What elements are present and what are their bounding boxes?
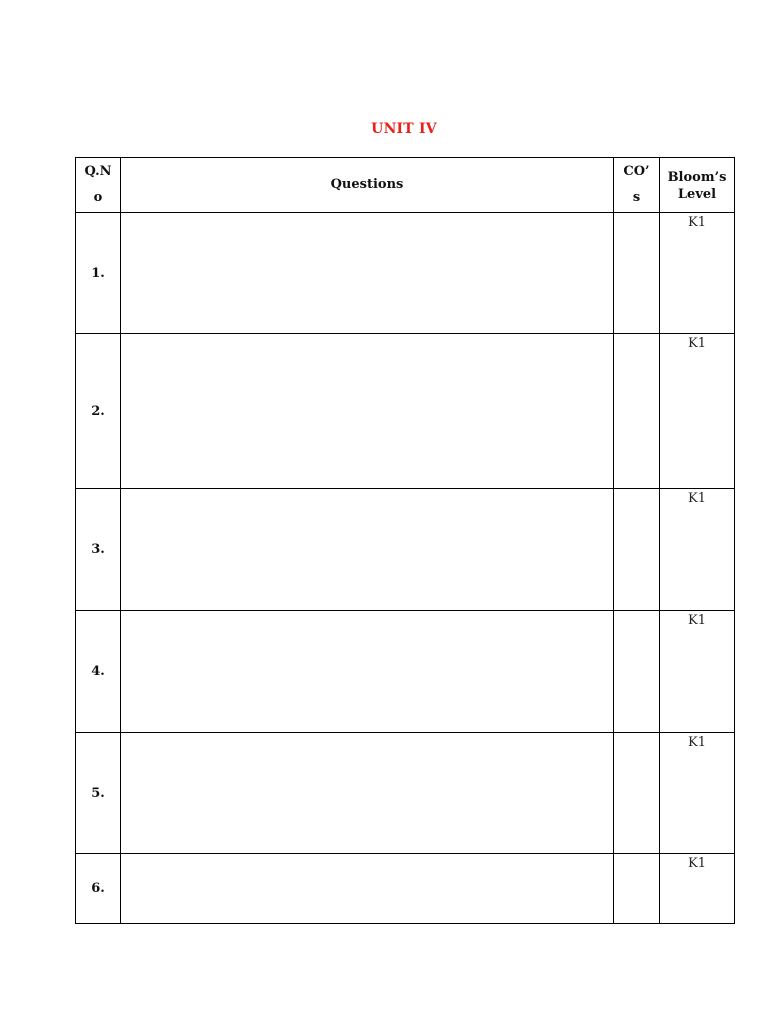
table-header-row [76,158,735,213]
table-row [76,611,735,733]
bloom-level: K1 [660,611,735,733]
header-bloom-line1: Bloom’s [667,170,727,185]
header-qno-line1: Q.N [84,164,112,179]
question-cos [614,733,660,854]
question-text [121,213,614,334]
question-number: 6. [76,854,121,924]
question-number: 5. [76,733,121,854]
header-qno-line2: o [93,190,103,205]
question-text [121,489,614,611]
question-text [121,611,614,733]
question-text [121,733,614,854]
questions-table [75,157,735,924]
bloom-level: K1 [660,854,735,924]
question-cos [614,489,660,611]
bloom-level: K1 [660,334,735,489]
question-cos [614,854,660,924]
header-cos-line2: s [632,190,641,205]
table-row [76,334,735,489]
question-number: 2. [76,334,121,489]
question-number: 3. [76,489,121,611]
question-text [121,854,614,924]
header-qno [76,158,121,213]
table-row [76,213,735,334]
question-number: 4. [76,611,121,733]
header-cos [614,158,660,213]
table-row [76,733,735,854]
table-row [76,489,735,611]
unit-title: UNIT IV [371,121,437,137]
header-bloom-line2: Level [677,187,717,202]
header-cos-line1: CO’ [623,164,650,179]
header-bloom-level [660,158,735,213]
question-cos [614,213,660,334]
bloom-level: K1 [660,733,735,854]
question-text [121,334,614,489]
question-cos [614,334,660,489]
table-row [76,854,735,924]
question-cos [614,611,660,733]
header-questions: Questions [121,158,614,213]
bloom-level: K1 [660,213,735,334]
question-number: 1. [76,213,121,334]
bloom-level: K1 [660,489,735,611]
